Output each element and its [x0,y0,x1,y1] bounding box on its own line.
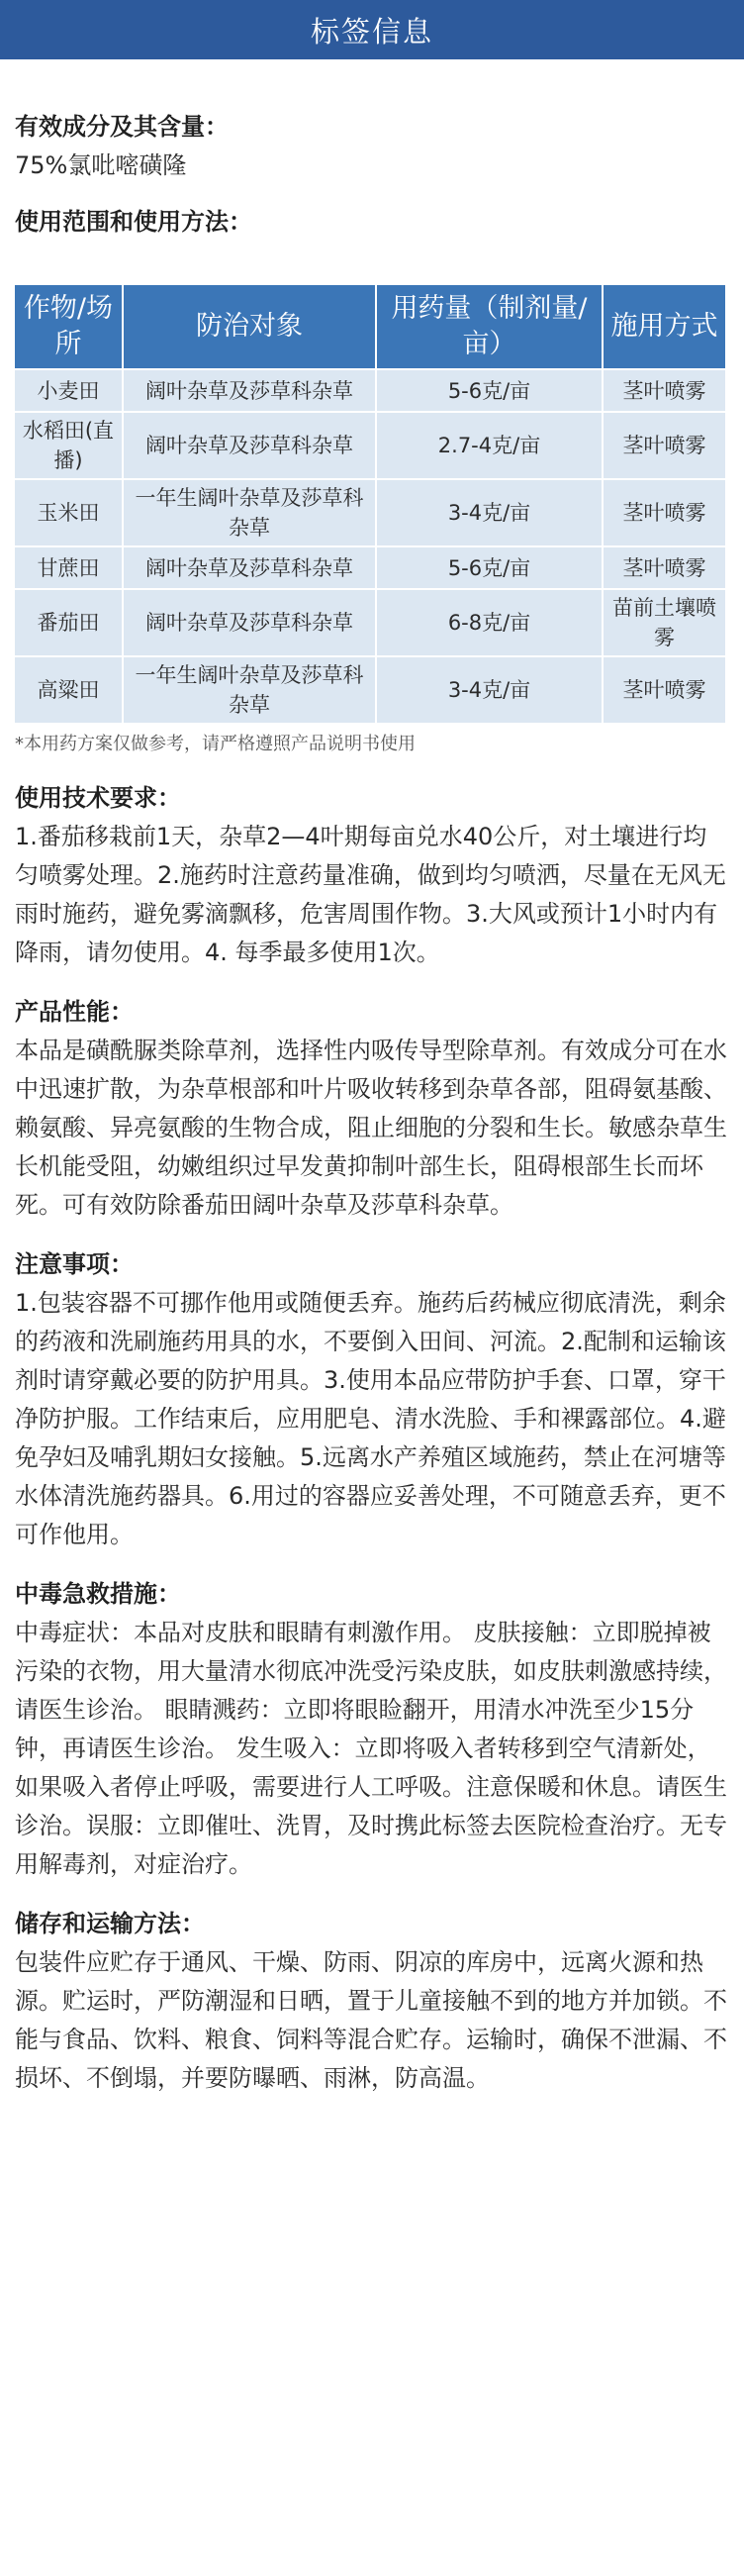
usage-section [15,202,729,758]
performance-title: 产品性能： [15,998,134,1026]
precautions-section [15,1244,729,1554]
cell-crop: 高粱田 [15,657,122,723]
first-aid-text: 中毒症状：本品对皮肤和眼睛有刺激作用。 皮肤接触：立即脱掉被污染的衣物，用大量清水彻底冲洗受污染皮肤，如皮肤刺激感持续，请医生诊治。 眼睛溅药：立即将眼睑翻开，用清水冲洗至少15分钟，再请医生诊治。 发生吸入：立即将吸入者转移到空气清新处，如果吸入者停止呼吸，需要进行人工呼吸。注意保暖和休息。请医生诊治。误服：立即催吐、洗胃，及时携此标签去医院检查治疗。无专用解毒剂，对症治疗。 [15,1619,727,1878]
cell-target: 阔叶杂草及莎草科杂草 [124,590,375,655]
usage-table [13,283,727,725]
cell-target: 一年生阔叶杂草及莎草科杂草 [124,657,375,723]
storage-text: 包装件应贮存于通风、干燥、防雨、阴凉的库房中，远离火源和热源。贮运时，严防潮湿和日晒，置于儿童接触不到的地方并加锁。不能与食品、饮料、粮食、饲料等混合贮存。运输时，确保不泄漏、不损坏、不倒塌，并要防曝晒、雨淋，防高温。 [15,1948,727,2092]
usage-table-header-row [15,285,725,368]
table-row [15,413,725,478]
cell-crop: 甘蔗田 [15,547,122,588]
cell-target: 阔叶杂草及莎草科杂草 [124,547,375,588]
performance-section [15,992,729,1225]
usage-title: 使用范围和使用方法： [15,208,252,236]
table-row [15,480,725,545]
precautions-title: 注意事项： [15,1250,134,1278]
ingredient-section [15,107,729,184]
performance-text: 本品是磺酰脲类除草剂，选择性内吸传导型除草剂。有效成分可在水中迅速扩散，为杂草根部和叶片吸收转移到杂草各部，阻碍氨基酸、赖氨酸、异亮氨酸的生物合成，阻止细胞的分裂和生长。敏感杂草生长机能受阻，幼嫩组织过早发黄抑制叶部生长，阻碍根部生长而坏死。可有效防除番茄田阔叶杂草及莎草科杂草。 [15,1037,727,1219]
cell-crop: 番茄田 [15,590,122,655]
cell-method: 茎叶喷雾 [604,370,725,411]
first-aid-title: 中毒急救措施： [15,1580,181,1608]
label-content [0,107,744,2098]
cell-dosage: 6-8克/亩 [377,590,602,655]
cell-dosage: 3-4克/亩 [377,657,602,723]
cell-dosage: 2.7-4克/亩 [377,413,602,478]
header-bar [0,0,744,59]
precautions-text: 1.包装容器不可挪作他用或随便丢弃。施药后药械应彻底清洗，剩余的药液和洗刷施药用具的水，不要倒入田间、河流。2.配制和运输该剂时请穿戴必要的防护用具。3.使用本品应带防护手套、口罩，穿干净防护服。工作结束后，应用肥皂、清水洗脸、手和裸露部位。4.避免孕妇及哺乳期妇女接触。5.远离水产养殖区域施药，禁止在河塘等水体清洗施药器具。6.用过的容器应妥善处理，不可随意丢弃，更不可作他用。 [15,1289,726,1548]
technical-text: 1.番茄移栽前1天，杂草2—4叶期每亩兑水40公斤，对土壤进行均匀喷雾处理。2.施药时注意药量准确，做到均匀喷洒，尽量在无风无雨时施药，避免雾滴飘移，危害周围作物。3.大风或预计1小时内有降雨，请勿使用。4. 每季最多使用1次。 [15,823,726,966]
first-aid-section [15,1574,729,1884]
usage-note: *本用药方案仅做参考，请严格遵照产品说明书使用 [15,734,416,754]
table-row [15,370,725,411]
ingredient-value: 75%氯吡嘧磺隆 [15,151,187,179]
storage-section [15,1904,729,2098]
cell-crop: 玉米田 [15,480,122,545]
technical-title: 使用技术要求： [15,784,181,812]
cell-target: 阔叶杂草及莎草科杂草 [124,370,375,411]
table-row [15,590,725,655]
cell-target: 一年生阔叶杂草及莎草科杂草 [124,480,375,545]
ingredient-title: 有效成分及其含量： [15,113,229,141]
header-method: 施用方式 [604,285,725,368]
cell-dosage: 5-6克/亩 [377,547,602,588]
cell-method: 茎叶喷雾 [604,480,725,545]
header-dosage: 用药量（制剂量/亩） [377,285,602,368]
cell-method: 茎叶喷雾 [604,413,725,478]
technical-section [15,778,729,972]
header-target: 防治对象 [124,285,375,368]
page-title: 标签信息 [310,14,433,49]
cell-target: 阔叶杂草及莎草科杂草 [124,413,375,478]
cell-method: 茎叶喷雾 [604,547,725,588]
storage-title: 储存和运输方法： [15,1910,205,1937]
cell-dosage: 5-6克/亩 [377,370,602,411]
header-crop: 作物/场所 [15,285,122,368]
table-row [15,657,725,723]
cell-crop: 小麦田 [15,370,122,411]
cell-method: 苗前土壤喷雾 [604,590,725,655]
table-row [15,547,725,588]
cell-crop: 水稻田(直播) [15,413,122,478]
cell-dosage: 3-4克/亩 [377,480,602,545]
cell-method: 茎叶喷雾 [604,657,725,723]
